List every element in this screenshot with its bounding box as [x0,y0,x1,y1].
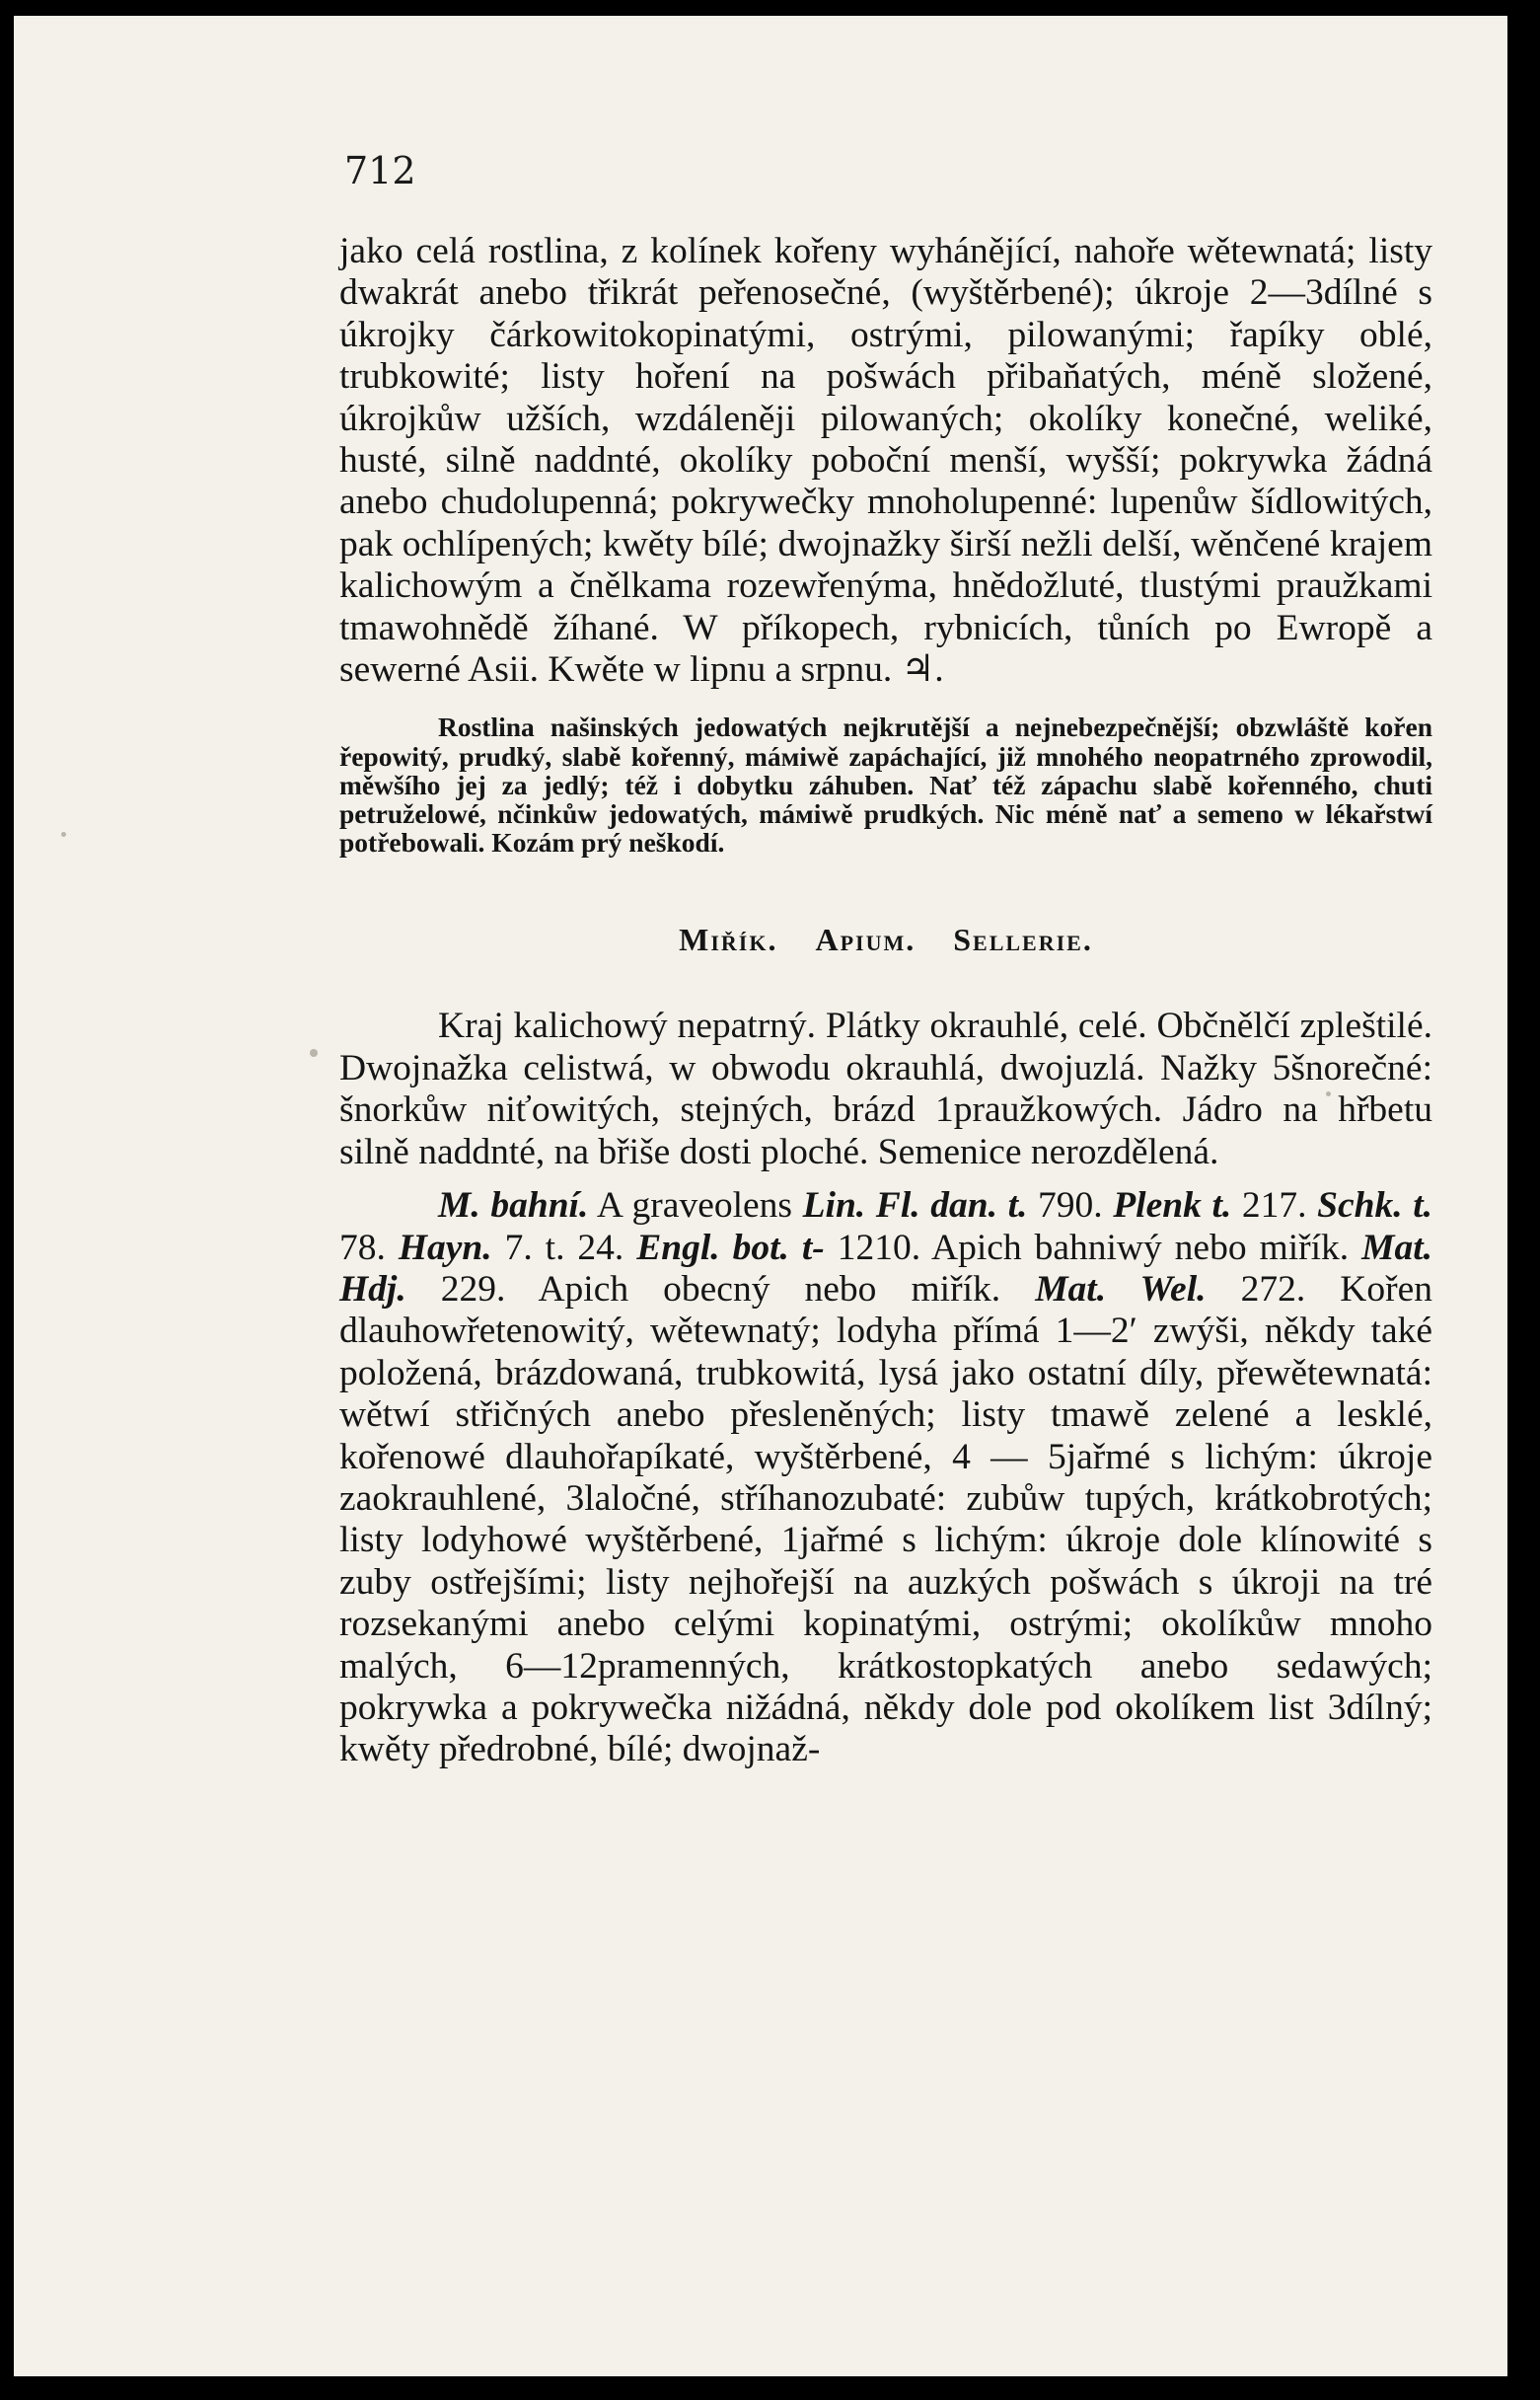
reference-number: 1210. [837,1227,921,1268]
reference: Schk. t. [1317,1185,1433,1227]
toxicity-note: Rostlina našinských jedowatých nejkrutější a nejnebezpečnější; obzwláště kořen řepowitý, prudký, slabě kořenný, máміwě zapáchající, již mnohého neopatrného zprowodil, měwšího jej za jedlý; též i dobytku záhuben. Nať též zápachu slabě kořenného, chuti petruželowé, nčinkůw jedowatých, máміwě prudkých. Nic méně nať a semeno w lékařstwí potřebowali. Kozám prý neškodí. [339,712,1432,859]
reference: Mat. Wel. [1035,1268,1207,1310]
reference-number: 272. [1240,1268,1306,1310]
species-name-latin: A graveolens [596,1185,792,1227]
genus-heading [339,922,1432,958]
body-paragraph: jako celá rostlina, z kolínek kořeny wyhánějící, nahoře wětewnatá; listy dwakrát anebo třikrát peřenosečné, (wyštěrbené); úkroje 2—3dílné s úkrojky čárkowitokopinatými, ostrými, pilowanými; řapíky oblé, trubkowité; listy hoření na pošwách přibaňatých, méně složené, úkrojkůw užších, wzdáleněji pilowaných; okolíky konečné, weliké, husté, silně naddnté, okolíky poboční menší, wyšší; pokrywka žádná anebo chudolupenná; pokrywečky mnoholupenné: lupenůw šídlowitých, pak ochlípených; kwěty bílé; dwojnažky širší nežli delší, wěnčené krajem kalichowým a čnělkama rozewřenýma, hnědožluté, tlustými praužkami tmawohnědě žíhané. W příkopech, rybnicích, tůních po Ewropě a sewerné Asii. Kwěte w lipnu a srpnu. ♃. [339,231,1432,691]
paper-speck [61,832,66,837]
reference-number: 78. [339,1227,386,1268]
genus-name-czech: Miřík. [679,922,778,958]
synonym: Apich bahniwý nebo miřík. [930,1227,1350,1268]
paper-speck [310,1049,318,1057]
species-description: Kořen dlauhowřetenowitý, wětewnatý; lodyha přímá 1—2′ zwýši, někdy také položená, brázdowaná, trubkowitá, lysá jako ostatní díly, přewětewnatá: wětwí střičných anebo přesleněných; listy tmawě zelené a lesklé, kořenowé dlauhořapíkaté, wyštěrbené, 4 — 5jařmé s lichým: úkroje zaokrauhlené, 3laločné, stříhanozubaté: zubůw tupých, krátkobrotých; listy lodyhowé wyštěrbené, 1jařmé s lichým: úkroje dole klínowité s zuby ostřejšími; listy nejhořejší na auzkých pošwách s úkroji na tré rozsekanými anebo celými kopinatými, ostrými; okolíkůw mnoho malých, 6—12pramenných, krátkostopkatých anebo sedawých; pokrywka a pokrywečka nižádná, někdy dole pod okolíkem list 3dílný; kwěty předrobné, bílé; dwojnaž- [339,1268,1432,1770]
reference: Hayn. [398,1227,492,1268]
reference-number: 790. [1038,1185,1103,1227]
reference-number: 7. t. 24. [504,1227,624,1268]
genus-description: Kraj kalichowý nepatrný. Plátky okrauhlé, celé. Občnělčí zpleštilé. Dwojnažka celistwá, w obwodu okrauhlá, dwojuzlá. Nažky 5šnorečné: šnorkůw niťowitých, stejných, brázd 1praužkowých. Jádro na hřbetu silně naddnté, na břiše dosti ploché. Semenice nerozdělená. [339,1006,1432,1172]
reference-number: 217. [1241,1185,1307,1227]
book-page [14,16,1507,2376]
reference: Plenk t. [1113,1185,1232,1227]
genus-name-german: Sellerie. [953,922,1093,958]
species-name-czech: M. bahní. [438,1185,589,1227]
reference-number: 229. [440,1268,506,1310]
species-entry [339,1185,1432,1771]
page-text [339,231,1432,1771]
genus-name-latin: Apium. [815,922,917,958]
reference: Mat. Hdj. [339,1227,1432,1310]
reference: Engl. bot. t- [636,1227,825,1268]
page-number: 712 [344,149,416,192]
reference: Lin. Fl. dan. t. [802,1185,1028,1227]
synonym: Apich obecný nebo miřík. [538,1268,1001,1310]
